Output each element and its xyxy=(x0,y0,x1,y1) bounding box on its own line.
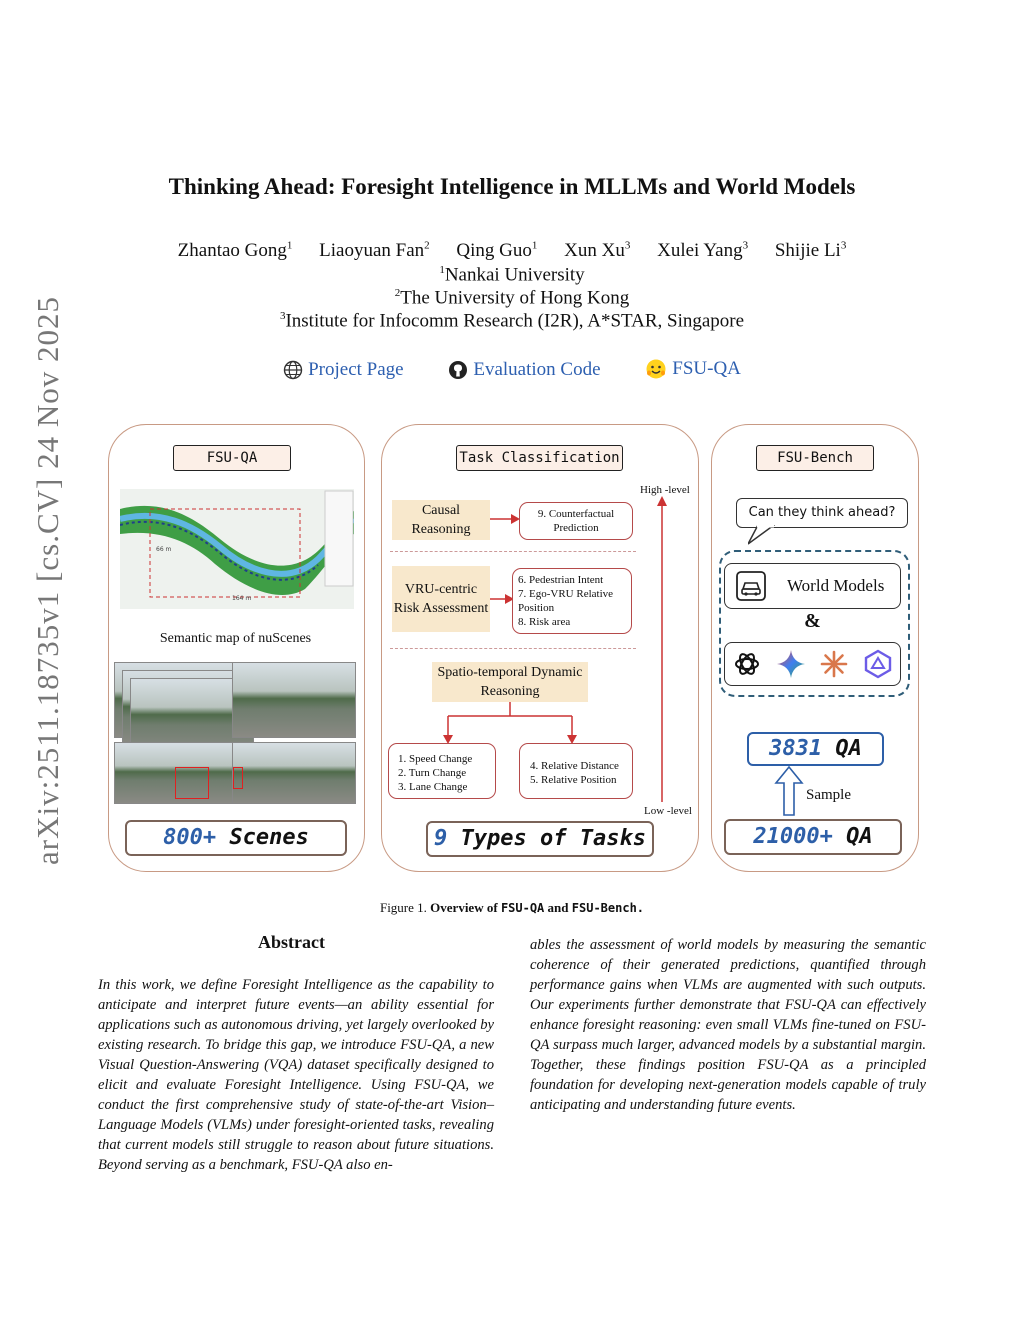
author: Qing Guo$^1$ xyxy=(456,240,538,262)
up-arrow-icon xyxy=(774,766,804,816)
car-icon xyxy=(735,570,767,602)
world-models-label: World Models xyxy=(787,576,885,595)
abstract-column-right: ables the assessment of world models by measuring the semantic coherence of their generated predictions, quantified through performance gains when VLMs are augmented with such outputs. Our experiments further demonstrate that FSU-QA can effectively enhance foresight reasoning: even small VLMs fine-tuned on FSU-QA surpass much larger, advanced models by a substantial margin. Together, these findings position FSU-QA as a principled foundation for developing next-generation models capable of truly anticipating and understanding future events. xyxy=(530,937,926,1113)
bubble-tail xyxy=(748,525,778,545)
divider xyxy=(390,551,636,552)
vru-risk-box: VRU-centric Risk Assessment xyxy=(392,566,490,632)
spatio-temporal-box: Spatio-temporal Dynamic Reasoning xyxy=(432,662,588,702)
huggingface-icon xyxy=(645,358,667,380)
branch-arrows xyxy=(440,702,580,744)
project-page-link[interactable]: Project Page xyxy=(283,359,404,381)
author: Liaoyuan Fan$^2$ xyxy=(319,240,430,262)
affiliation: $^2$The University of Hong Kong xyxy=(394,287,630,309)
arxiv-identifier: arXiv:2511.18735v1 [cs.CV] 24 Nov 2025 xyxy=(30,296,65,865)
map-caption: Semantic map of nuScenes xyxy=(159,631,312,646)
map-label: 66 m xyxy=(156,546,172,553)
arrow-icon xyxy=(490,512,520,526)
author: Xun Xu$^3$ xyxy=(564,240,631,262)
globe-icon xyxy=(283,360,303,380)
semantic-map-image xyxy=(120,489,354,609)
detection-box xyxy=(175,767,209,799)
relative-tasks-box xyxy=(519,743,633,799)
camera-frame xyxy=(232,742,356,804)
vru-tasks-box xyxy=(512,568,632,634)
task-types-box: 9 Types of Tasks xyxy=(426,821,654,857)
task-item: 2. Turn Change xyxy=(398,767,467,779)
github-icon xyxy=(448,360,468,380)
qa-total-box: 21000+ QA xyxy=(724,819,902,855)
fsu-qa-tag: FSU-QA xyxy=(173,445,291,471)
mllm-icons-box xyxy=(724,642,901,686)
openai-icon xyxy=(732,649,762,679)
arrow-icon xyxy=(490,592,514,606)
high-level-label: High -level xyxy=(640,484,690,496)
low-level-label: Low -level xyxy=(644,805,692,817)
qa-sample-box: 3831 QA xyxy=(747,732,884,766)
author: Shijie Li$^3$ xyxy=(774,240,847,262)
ampersand: & xyxy=(804,610,821,632)
speed-tasks-box xyxy=(388,743,496,799)
level-arrow xyxy=(655,496,669,804)
world-models-box xyxy=(724,563,901,609)
gemini-icon xyxy=(776,649,806,679)
task-item: 3. Lane Change xyxy=(398,781,468,793)
links-row xyxy=(0,358,1024,386)
task-item: 5. Relative Position xyxy=(530,774,617,786)
causal-reasoning-box: Causal Reasoning xyxy=(392,500,490,540)
sample-label: Sample xyxy=(806,787,851,803)
task-item: 6. Pedestrian Intent xyxy=(518,574,604,586)
claude-icon xyxy=(819,649,849,679)
abstract-column-left: In this work, we define Foresight Intelligence as the capability to anticipate and interpret future events—an ability essential for applications such as autonomous driving, yet largely overlooked by existing research. To bridge this gap, we introduce FSU-QA, a new Visual Question-Answering (VQA) dataset specifically designed to elicit and evaluate Foresight Intelligence. Using FSU-QA, we conduct the first comprehensive study of state-of-the-art Vision–Language Models (VLMs) under foresight-oriented tasks, revealing that current models still struggle to reason about future situations. Beyond serving as a benchmark, FSU-QA also en- xyxy=(98,977,494,1173)
paper-title: Thinking Ahead: Foresight Intelligence in MLLMs and World Models xyxy=(168,174,856,199)
scenes-count-box: 800+ Scenes xyxy=(125,820,347,856)
task-item: 7. Ego-VRU Relative Position xyxy=(518,588,614,614)
task-item: 4. Relative Distance xyxy=(530,760,619,772)
map-label: 164 m xyxy=(232,595,252,602)
affiliation: $^3$Institute for Infocomm Research (I2R), A*STAR, Singapore xyxy=(279,310,745,332)
abstract-heading: Abstract xyxy=(258,932,325,952)
divider xyxy=(390,648,636,649)
task-item: 1. Speed Change xyxy=(398,753,473,765)
fsu-qa-dataset-link[interactable]: FSU-QA xyxy=(645,358,741,380)
author-list xyxy=(0,240,1024,262)
figure-caption: Figure 1. Overview of FSU-QA and FSU-Bench. xyxy=(379,900,645,915)
speech-bubble: Can they think ahead? xyxy=(736,498,908,528)
evaluation-code-link[interactable]: Evaluation Code xyxy=(448,359,600,381)
fsu-bench-tag: FSU-Bench xyxy=(756,445,874,471)
author: Zhantao Gong$^1$ xyxy=(177,240,293,262)
author: Xulei Yang$^3$ xyxy=(657,240,749,262)
affiliation: $^1$Nankai University xyxy=(439,264,585,286)
task-classification-tag: Task Classification xyxy=(456,445,623,471)
qwen-icon xyxy=(863,649,893,679)
task-item: 8. Risk area xyxy=(518,616,571,628)
camera-frame xyxy=(232,662,356,738)
causal-tasks-box: 9. Counterfactual Prediction xyxy=(519,502,633,540)
detection-box xyxy=(233,767,243,789)
